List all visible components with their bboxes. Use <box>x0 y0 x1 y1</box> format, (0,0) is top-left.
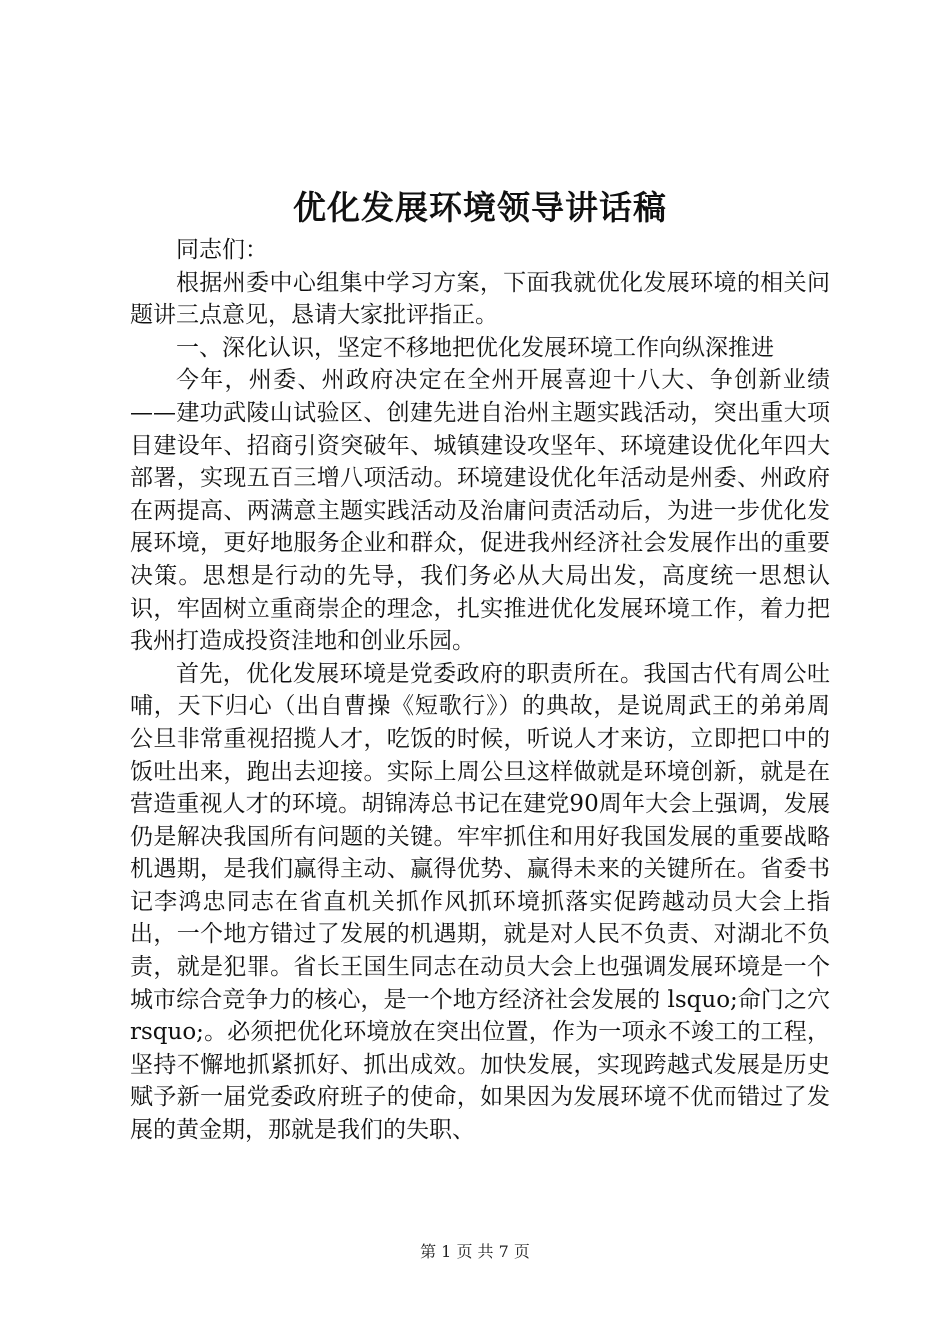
document-title: 优化发展环境领导讲话稿 <box>293 188 667 227</box>
section-heading-1: 一、深化认识，坚定不移地把优化发展环境工作向纵深推进 <box>176 334 774 361</box>
page-footer: 第 1 页 共 7 页 <box>420 1242 530 1261</box>
greeting-paragraph: 同志们： <box>176 237 268 263</box>
body-paragraph: 今年，州委、州政府决定在全州开展喜迎十八大、争创新业绩——建功武陵山试验区、创建先进自治州主题实践活动，突出重大项目建设年、招商引资突破年、城镇建设攻坚年、环境建设优化年四大部署，实现五百三增八项活动。环境建设优化年活动是州委、州政府在两提高、两满意主题实践活动及治庸问责活动后，为进一步优化发展环境，更好地服务企业和群众，促进我州经济社会发展作出的重要决策。思想是行动的先导，我们务必从大局出发，高度统一思想认识，牢固树立重商崇企的理念，扎实推进优化发展环境工作，着力把我州打造成投资洼地和创业乐园。 <box>130 367 830 655</box>
document-body <box>130 234 830 1147</box>
body-paragraph: 首先，优化发展环境是党委政府的职责所在。我国古代有周公吐哺，天下归心（出自曹操《短歌行》）的典故，是说周武王的弟弟周公旦非常重视招揽人才，吃饭的时候，听说人才来访，立即把口中的饭吐出来，跑出去迎接。实际上周公旦这样做就是环境创新，就是在营造重视人才的环境。胡锦涛总书记在建党90周年大会上强调，发展仍是解决我国所有问题的关键。牢牢抓住和用好我国发展的重要战略机遇期，是我们赢得主动、赢得优势、赢得未来的关键所在。省委书记李鸿忠同志在省直机关抓作风抓环境抓落实促跨越动员大会上指出，一个地方错过了发展的机遇期，就是对人民不负责、对湖北不负责，就是犯罪。省长王国生同志在动员大会上也强调发展环境是一个城市综合竞争力的核心，是一个地方经济社会发展的 lsquo;命门之穴 rsquo;。必须把优化环境放在突出位置，作为一项永不竣工的工程，坚持不懈地抓紧抓好、抓出成效。加快发展，实现跨越式发展是历史赋予新一届党委政府班子的使命，如果因为发展环境不优而错过了发展的黄金期，那就是我们的失职、 <box>130 660 830 1144</box>
intro-paragraph: 根据州委中心组集中学习方案，下面我就优化发展环境的相关问题讲三点意见，恳请大家批评指正。 <box>130 269 830 329</box>
